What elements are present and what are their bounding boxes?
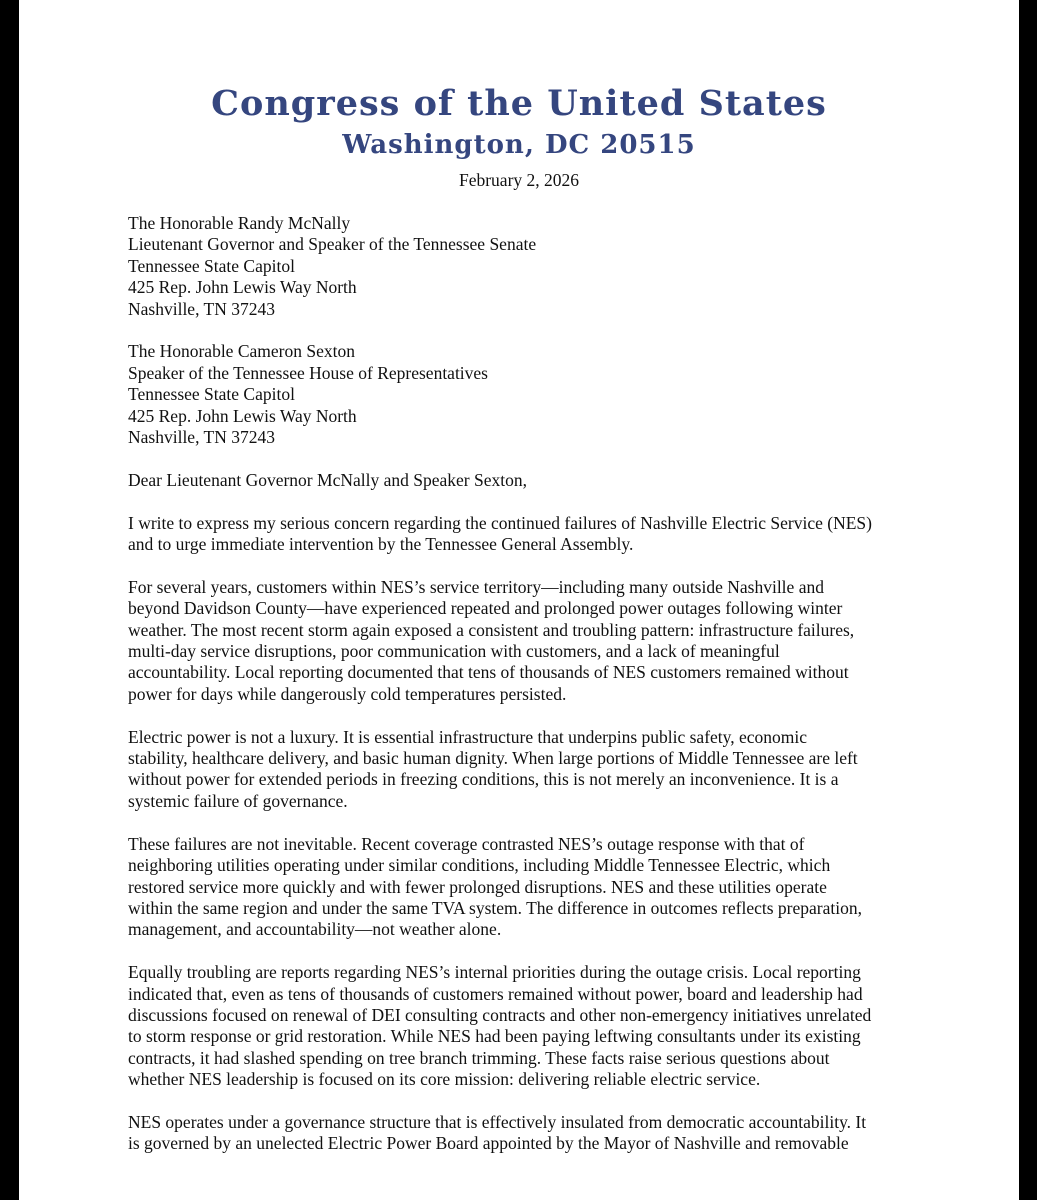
paragraph: Electric power is not a luxury. It is essential infrastructure that underpins public safety, economic stability, healthcare delivery, and basic human dignity. When large portions of Middle Tennessee are left without power for extended periods in freezing conditions, this is not merely an inconvenience. It is a systemic failure of governance. [128,726,858,811]
address-line: Lieutenant Governor and Speaker of the Tennessee Senate [128,234,537,255]
address-line: Tennessee State Capitol [128,384,295,405]
letter-body [128,213,1008,1176]
address-line: 425 Rep. John Lewis Way North [128,405,357,426]
letter-date: February 2, 2026 [458,170,580,190]
letter-page [19,0,1019,1200]
address-line: Nashville, TN 37243 [128,298,275,319]
address-line: The Honorable Randy McNally [128,213,351,233]
paragraph: NES operates under a governance structure that is effectively insulated from democratic accountability. It is governed by an unelected Electric Power Board appointed by the Mayor of Nashville and removable [128,1111,867,1154]
recipient-address-2 [128,341,1008,448]
paragraph: I write to express my serious concern regarding the continued failures of Nashville Electric Service (NES) and to urge immediate intervention by the Tennessee General Assembly. [128,512,872,555]
recipient-address-1 [128,213,1008,320]
paragraph: For several years, customers within NES’s service territory—including many outside Nashville and beyond Davidson County—have experienced repeated and prolonged power outages following winter weather. The most recent storm again exposed a consistent and troubling pattern: infrastructure failures, multi-day service disruptions, poor communication with customers, and a lack of meaningful accountability. Local reporting documented that tens of thousands of NES customers remained without power for days while dangerously cold temperatures persisted. [128,576,855,704]
paragraph: These failures are not inevitable. Recent coverage contrasted NES’s outage response with that of neighboring utilities operating under similar conditions, including Middle Tennessee Electric, which restored service more quickly and with fewer prolonged disruptions. NES and these utilities operate within the same region and under the same TVA system. The difference in outcomes reflects preparation, management, and accountability—not weather alone. [128,833,862,940]
address-line: Nashville, TN 37243 [128,427,275,448]
address-line: Speaker of the Tennessee House of Representatives [128,362,488,383]
salutation: Dear Lieutenant Governor McNally and Speaker Sexton, [128,469,527,490]
address-line: Tennessee State Capitol [128,255,295,276]
letterhead-city: Washington, DC 20515 [342,130,696,160]
paragraph: Equally troubling are reports regarding NES’s internal priorities during the outage crisis. Local reporting indicated that, even as tens of thousands of customers remained without power, board and leadership had discussions focused on renewal of DEI consulting contracts and other non-emergency initiatives unrelated to storm response or grid restoration. While NES had been paying leftwing consultants under its existing contracts, it had slashed spending on tree branch trimming. These facts raise serious questions about whether NES leadership is focused on its core mission: delivering reliable electric service. [128,962,872,1090]
address-line: 425 Rep. John Lewis Way North [128,277,357,298]
address-line: The Honorable Cameron Sexton [128,341,355,362]
letterhead-title: Congress of the United States [211,83,827,124]
